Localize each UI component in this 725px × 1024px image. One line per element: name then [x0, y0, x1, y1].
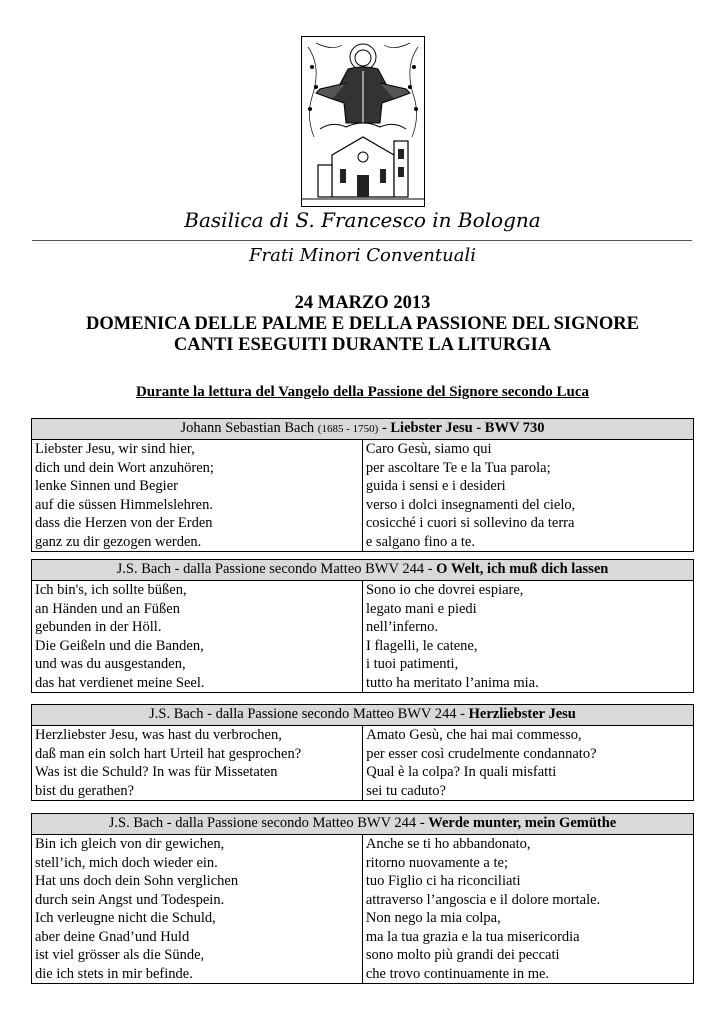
saint-francis-engraving-icon	[302, 37, 424, 206]
verse-line: daß man ein solch hart Urteil hat gesprochen?	[35, 745, 302, 762]
institution-name: Basilica di S. Francesco in Bologna	[184, 208, 541, 232]
italian-text	[362, 440, 693, 552]
verse-line: auf die süssen Himmelslehren.	[35, 496, 213, 513]
german-text	[32, 726, 363, 801]
verse-line: und was du ausgestanden,	[35, 656, 186, 672]
song-composer: Johann Sebastian Bach	[180, 420, 315, 436]
verse-line: stell’ich, mich doch wieder ein.	[35, 854, 218, 871]
verse-line: aber deine Gnad’und Huld	[35, 928, 190, 945]
page-title	[0, 293, 725, 356]
german-text	[32, 581, 363, 693]
song-header	[32, 560, 694, 581]
order-name: Frati Minori Conventuali	[249, 245, 476, 266]
verse-line: ma la tua grazia e la tua misericordia	[365, 928, 580, 945]
verse-line: Anche se ti ho abbandonato,	[365, 836, 531, 852]
title-line-3: CANTI ESEGUITI DURANTE LA LITURGIA	[173, 335, 552, 355]
verse-line: e salgano fino a te.	[365, 533, 475, 550]
song-composer: J.S. Bach - dalla Passione secondo Matteo BWV 244	[108, 815, 417, 831]
song-table-4	[31, 813, 694, 984]
german-text	[32, 440, 363, 552]
verse-line: nell’inferno.	[365, 619, 439, 635]
verse-line: Qual è la colpa? In quali misfatti	[366, 764, 557, 780]
verse-line: verso i dolci insegnamenti del cielo,	[365, 496, 576, 513]
verse-line: Caro Gesù, siamo qui	[365, 441, 492, 457]
verse-line: lenke Sinnen und Begier	[35, 478, 178, 494]
verse-line: die ich stets in mir befinde.	[35, 965, 193, 982]
song-composer: J.S. Bach - dalla Passione secondo Matteo BWV 244	[149, 706, 457, 722]
song-header	[32, 814, 694, 835]
verse-line: per ascoltare Te e la Tua parola;	[365, 459, 551, 476]
header-divider	[32, 240, 692, 241]
verse-line: per esser così crudelmente condannato?	[366, 745, 597, 762]
verse-line: Was ist die Schuld? In was für Missetaten	[35, 764, 278, 780]
song-separator: -	[424, 561, 437, 577]
song-table-1	[31, 418, 694, 552]
verse-line: bist du gerathen?	[35, 782, 135, 799]
song-work: Werde munter, mein Gemüthe	[428, 815, 617, 831]
verse-line: Liebster Jesu, wir sind hier,	[35, 441, 195, 457]
verse-line: I flagelli, le catene,	[365, 637, 478, 654]
verse-line: Sono io che dovrei espiare,	[365, 582, 524, 598]
verse-line: guida i sensi e i desideri	[365, 478, 506, 494]
verse-line: tutto ha meritato l’anima mia.	[365, 674, 539, 691]
song-composer: J.S. Bach - dalla Passione secondo Matteo BWV 244	[116, 561, 425, 577]
verse-line: gebunden in der Höll.	[35, 619, 162, 635]
italian-text	[363, 726, 694, 801]
verse-line: durch sein Angst und Todespein.	[35, 891, 225, 908]
verse-line: sei tu caduto?	[366, 782, 446, 799]
song-header	[32, 419, 694, 440]
title-line-2: DOMENICA DELLE PALME E DELLA PASSIONE DEL SIGNORE	[86, 314, 639, 334]
section-heading: Durante la lettura del Vangelo della Passione del Signore secondo Luca	[135, 384, 590, 400]
italian-text	[362, 835, 693, 984]
verse-line: che trovo continuamente in me.	[365, 965, 550, 982]
song-table-2	[31, 559, 694, 693]
song-dates: (1685 - 1750)	[317, 423, 379, 435]
verse-line: Ich verleugne nicht die Schuld,	[35, 910, 216, 926]
verse-line: Non nego la mia colpa,	[365, 910, 501, 926]
title-date: 24 MARZO 2013	[294, 293, 431, 313]
song-separator: -	[416, 815, 429, 831]
song-work: Herzliebster Jesu	[468, 706, 576, 722]
verse-line: tuo Figlio ci ha riconciliati	[365, 873, 521, 889]
verse-line: attraverso l’angoscia e il dolore mortale.	[365, 891, 601, 908]
song-header	[32, 705, 694, 726]
verse-line: dass die Herzen von der Erden	[35, 515, 213, 531]
verse-line: sono molto più grandi dei peccati	[365, 947, 560, 963]
verse-line: legato mani e piedi	[365, 600, 477, 617]
verse-line: Ich bin's, ich sollte büßen,	[35, 582, 187, 598]
song-separator: -	[378, 420, 391, 436]
verse-line: Die Geißeln und die Banden,	[35, 637, 204, 654]
verse-line: das hat verdienet meine Seel.	[35, 674, 205, 691]
german-text	[32, 835, 363, 984]
song-table-3	[31, 704, 694, 801]
verse-line: ist viel grösser als die Sünde,	[35, 947, 205, 963]
song-work: Liebster Jesu - BWV 730	[390, 420, 545, 436]
song-separator: -	[456, 706, 469, 722]
song-work: O Welt, ich muß dich lassen	[436, 561, 609, 577]
verse-line: Herzliebster Jesu, was hast du verbrochen,	[35, 727, 282, 743]
basilica-logo	[301, 36, 425, 207]
verse-line: Hat uns doch dein Sohn verglichen	[35, 873, 239, 889]
verse-line: cosicché i cuori si sollevino da terra	[365, 515, 575, 531]
verse-line: ritorno nuovamente a te;	[365, 854, 508, 871]
verse-line: Amato Gesù, che hai mai commesso,	[366, 727, 582, 743]
verse-line: an Händen und an Füßen	[35, 600, 180, 617]
verse-line: Bin ich gleich von dir gewichen,	[35, 836, 225, 852]
verse-line: dich und dein Wort anzuhören;	[35, 459, 214, 476]
verse-line: i tuoi patimenti,	[365, 656, 459, 672]
verse-line: ganz zu dir gezogen werden.	[35, 533, 202, 550]
italian-text	[362, 581, 693, 693]
